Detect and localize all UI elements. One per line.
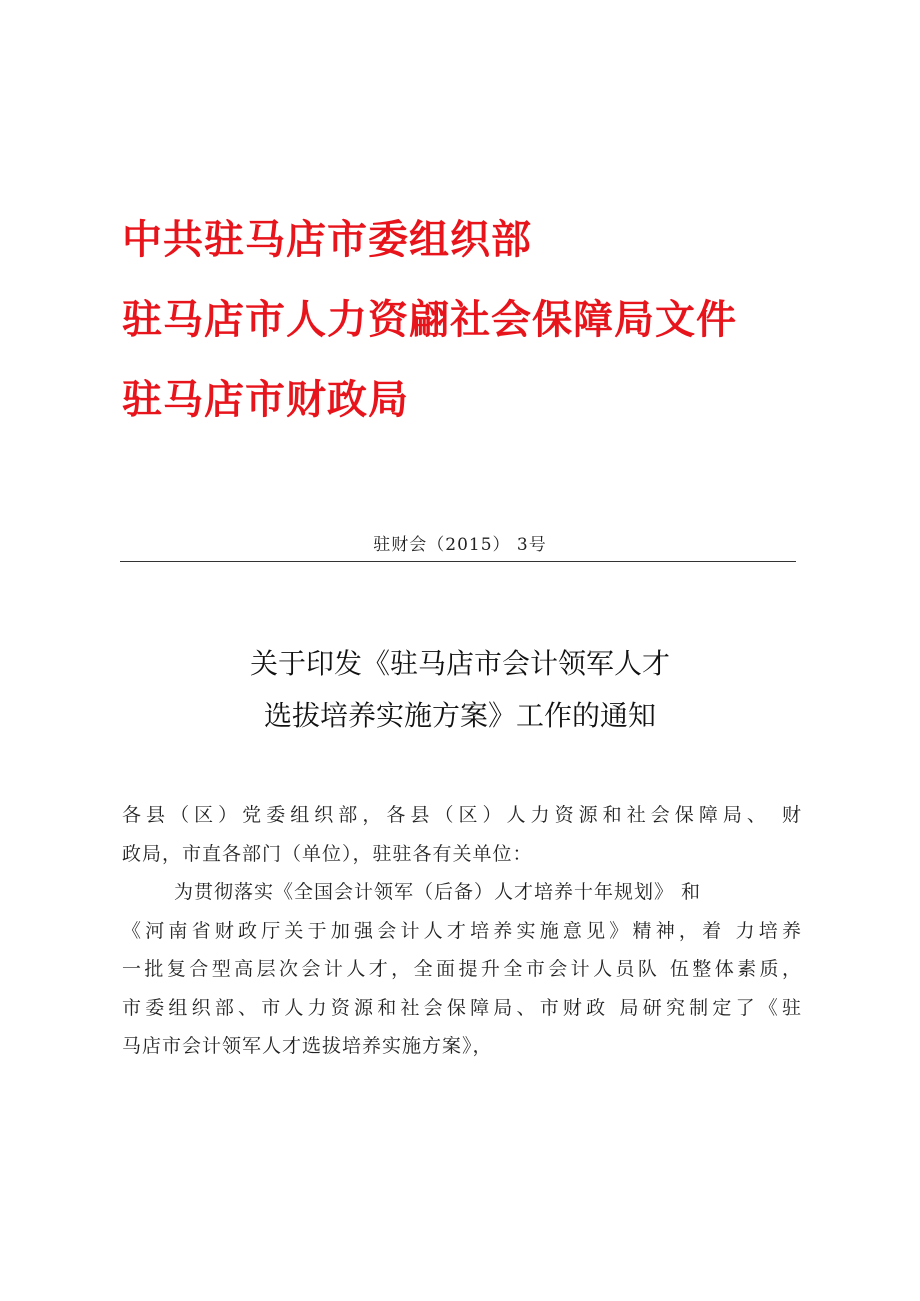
title-line-1: 关于印发《驻马店市会计领军人才 bbox=[249, 647, 670, 680]
document-number: 驻财会（2015） 3号 bbox=[373, 535, 547, 555]
title-line-2: 选拔培养实施方案》工作的通知 bbox=[263, 699, 656, 732]
document-body bbox=[122, 796, 802, 1066]
addressee-line-2: 政局，市直各部门（单位），驻驻各有关单位： bbox=[122, 842, 533, 865]
issuer-line-hr-social-security-bureau: 驻马店市人力资翩社会保障局文件 bbox=[122, 297, 737, 343]
paragraph-line-4: 市委组织部、市人力资源和社会保障局、市财政 局研究制定了《驻 bbox=[122, 996, 802, 1019]
issuer-header bbox=[122, 200, 842, 440]
paragraph-line-2: 《河南省财政厅关于加强会计人才培养实施意见》精神，着 力培养 bbox=[122, 919, 802, 942]
issuer-line-finance-bureau: 驻马店市财政局 bbox=[122, 377, 409, 423]
addressee-line-1: 各县（区）党委组织部，各县（区）人力资源和社会保障局、 财 bbox=[122, 804, 802, 826]
paragraph-line-5: 马店市会计领军人才选拔培养实施方案》， bbox=[122, 1035, 493, 1057]
document-title bbox=[0, 638, 920, 742]
header-divider bbox=[120, 561, 796, 562]
paragraph-line-1: 为贯彻落实《全国会计领军（后备）人才培养十年规划》 和 bbox=[174, 881, 702, 903]
issuer-line-organization-dept: 中共驻马店市委组织部 bbox=[122, 217, 532, 263]
paragraph-line-3: 一批复合型高层次会计人才，全面提升全市会计人员队 伍整体素质， bbox=[122, 958, 802, 980]
